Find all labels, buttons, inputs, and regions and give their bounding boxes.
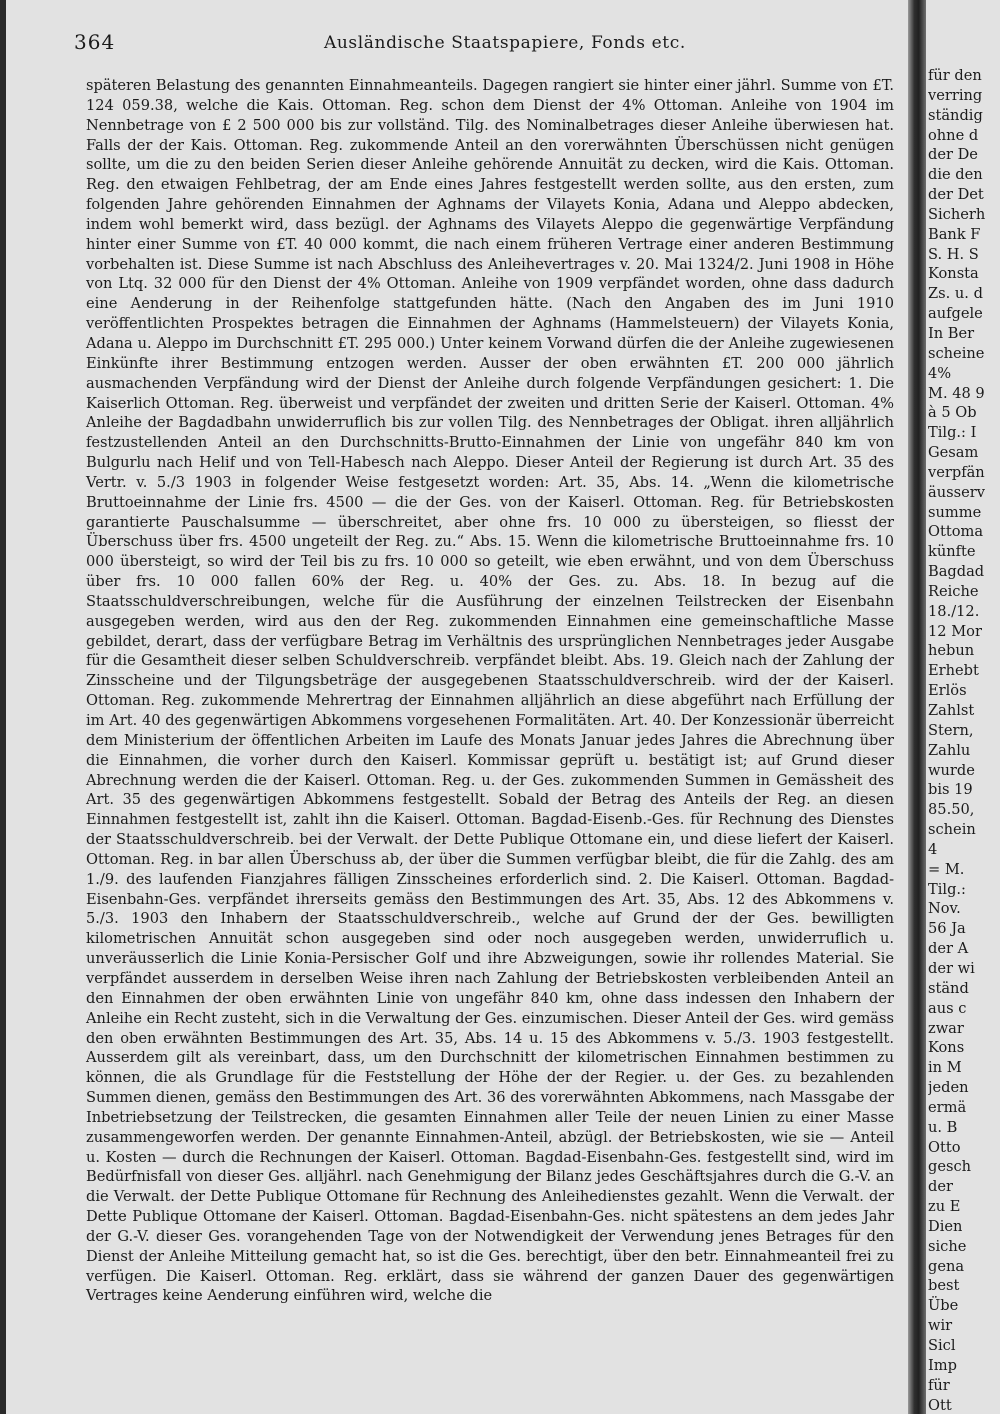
- next-column-fragment: M. 48 9: [928, 384, 985, 402]
- next-column-fragment: Tilg.: I: [928, 424, 977, 442]
- next-column-fragment: 12 Mor: [928, 622, 982, 640]
- next-column-fragment: die den: [928, 166, 983, 184]
- page-header: [74, 30, 894, 60]
- next-column-fragment: in M: [928, 1059, 962, 1077]
- next-column-fragment: scheine: [928, 344, 985, 362]
- next-column-fragment: = M.: [928, 860, 965, 878]
- next-column-fragment: 85.50,: [928, 801, 975, 819]
- next-column-fragment: der: [928, 1178, 953, 1196]
- next-column-fragment: Dien: [928, 1217, 963, 1235]
- next-column-fragment: wurde: [928, 761, 975, 779]
- next-column-fragment: ständig: [928, 106, 983, 124]
- next-column-fragment: 4: [928, 840, 938, 858]
- left-page-edge: [0, 0, 6, 1414]
- next-column-fragment: der De: [928, 146, 978, 164]
- main-text-column: späteren Belastung des genannten Einnahmeanteils. Dagegen rangiert sie hinter einer jährl. Summe von £T. 124 059.38, welche die Kais. Ottoman. Reg. schon dem Dienst der 4% Ottoman. Anleihe von 1904 im Nennbetrage von £ 2 500 000 bis zur vollständ. Tilg. des Nominalbetrages dieser Anleihe überwiesen hat. Falls der der Kais. Ottoman. Reg. zukommende Anteil an den vorerwähnten Überschüssen nicht genügen sollte, um die zu den beiden Serien dieser Anleihe gehörende Annuität zu decken, wird die Kais. Ottoman. Reg. den etwaigen Fehlbetrag, der am Ende eines Jahres festgestellt werden sollte, aus den ersten, zum folgenden Jahre gehörenden Einnahmen der Aghnams der Vilayets Konia, Adana und Aleppo abdecken, indem wohl bemerkt wird, dass bezügl. der Aghnams des Vilayets Aleppo die gegenwärtige Verpfändung hinter einer Summe von £T. 40 000 kommt, die nach einem früheren Vertrage einer anderen Bestimmung vorbehalten ist. Diese Summe ist nach Abschluss des Anleihevertrages v. 20. Mai 1324/2. Juni 1908 in Höhe von Ltq. 32 000 für den Dienst der 4% Ottoman. Anleihe von 1909 verpfändet worden, ohne dass dadurch eine Aenderung in der Reihenfolge stattgefunden hätte. (Nach den Angaben des im Juni 1910 veröffentlichten Prospektes betragen die Einnahmen der Aghnams (Hammelsteuern) der Vilayets Konia, Adana u. Aleppo im Durchschnitt £T. 295 000.) Unter keinem Vorwand dürfen die der Anleihe zugewiesenen Einkünfte ihrer Bestimmung entzogen werden. Ausser der oben erwähnten £T. 200 000 jährlich ausmachenden Verpfändung wird der Dienst der Anleihe durch folgende Verpfändungen gesichert: 1. Die Kaiserlich Ottoman. Reg. überweist und verpfändet der zweiten und dritten Serie der Kaiserl. Ottoman. 4% Anleihe der Bagdadbahn unwiderruflich bis zur vollen Tilg. des Nennbetrages der Obligat. ihren alljährlich festzustellenden Anteil an den Durchschnitts-Brutto-Einnahmen der Linie von ungefähr 840 km von Bulgurlu nach Helif und von Tell-Habesch nach Aleppo. Dieser Anteil der Regierung ist durch Art. 35 des Vertr. v. 5./3 1903 in folgender Weise festgesetzt worden: Art. 35, Abs. 14. „Wenn die kilometrische Bruttoeinnahme der Linie frs. 4500 — die der Ges. von der Kaiserl. Ottoman. Reg. für Betriebskosten garantierte Pauschalsumme — überschreitet, aber ohne frs. 10 000 zu übersteigen, so fliesst der Überschuss über frs. 4500 ungeteilt der Reg. zu.“ Abs. 15. Wenn die kilometrische Bruttoeinnahme frs. 10 000 übersteigt, so wird der Teil bis zu frs. 10 000 so geteilt, wie eben erwähnt, und von dem Überschuss über frs. 10 000 fallen 60% der Reg. u. 40% der Ges. zu. Abs. 18. In bezug auf die Staatsschuldverschreibungen, welche für die Ausführung der einzelnen Teilstrecken der Eisenbahn ausgegeben werden, wird aus den der Reg. zukommenden Einnahmen eine gemeinschaftliche Masse gebildet, derart, dass der verfügbare Betrag im Verhältnis des ursprünglichen Nennbetrages jeder Ausgabe für die Gesamtheit dieser selben Schuldverschreib. verpfändet bleibt. Abs. 19. Gleich nach der Zahlung der Zinsscheine und der Tilgungsbeträge der ausgegebenen Staatsschuldverschreib. wird der der Kaiserl. Ottoman. Reg. zukommende Mehrertrag der Einnahmen alljährlich an diese abgeführt nach Erfüllung der im Art. 40 des gegenwärtigen Abkommens vorgesehenen Formalitäten. Art. 40. Der Konzessionär überreicht dem Ministerium der öffentlichen Arbeiten im Laufe des Monats Januar jedes Jahres die Abrechnung über die Einnahmen, die vorher durch den Kaiserl. Kommissar geprüft u. bestätigt ist; auf Grund dieser Abrechnung werden die der Kaiserl. Ottoman. Reg. u. der Ges. zukommenden Summen in Gemässheit des Art. 35 des gegenwärtigen Abkommens festgestellt. Sobald der Betrag des Anteils der Reg. an diesen Einnahmen festgestellt ist, zahlt ihn die Kaiserl. Ottoman. Bagdad-Eisenb.-Ges. für Rechnung des Dienstes der Staatsschuldverschreib. bei der Verwalt. der Dette Publique Ottomane ein, und diese liefert der Kaiserl. Ottoman. Reg. in bar allen Überschuss ab, der über die Summen verfügbar bleibt, die für die Zahlg. des am 1./9. des laufenden Fianzjahres fälligen Zinsscheines erforderlich sind. 2. Die Kaiserl. Ottoman. Bagdad-Eisenbahn-Ges. verpfändet ihrerseits gemäss den Bestimmungen des Art. 35, Abs. 12 des Abkommens v. 5./3. 1903 den Inhabern der Staatsschuldverschreib., welche auf Grund der der Ges. bewilligten kilometrischen Annuität schon ausgegeben sind oder noch ausgegeben werden, unwiderruflich u. unveräusserlich die Linie Konia-Persischer Golf und ihre Abzweigungen, sowie ihr rollendes Material. Sie verpfändet ausserdem in derselben Weise ihren nach Zahlung der Betriebskosten verbleibenden Anteil an den Einnahmen der oben erwähnten Linie von ungefähr 840 km, ohne dass indessen den Inhabern der Anleihe ein Recht zusteht, sich in die Verwaltung der Ges. einzumischen. Dieser Anteil der Ges. wird gemäss den oben erwähnten Bestimmungen des Art. 35, Abs. 14 u. 15 des Abkommens v. 5./3. 1903 festgestellt. Ausserdem gilt als vereinbart, dass, um den Durchschnitt der kilometrischen Einnahmen bestimmen zu können, die als Grundlage für die Feststellung der Höhe der der Regier. u. der Ges. zu bezahlenden Summen dienen, gemäss den Bestimmungen des Art. 36 des vorerwähnten Abkommens, nach Massgabe der Inbetriebsetzung der Teilstrecken, die gesamten Einnahmen aller Teile der neuen Linien zu einer Masse zusammengeworfen werden. Der genannte Einnahmen-Anteil, abzügl. der Betriebskosten, wie sie — Anteil u. Kosten — durch die Rechnungen der Kaiserl. Ottoman. Bagdad-Eisenbahn-Ges. festgestellt sind, wird im Bedürfnisfall von dieser Ges. alljährl. nach Genehmigung der Bilanz jedes Geschäftsjahres durch die G.-V. an die Verwalt. der Dette Publique Ottomane für Rechnung des Anleihedienstes gezahlt. Wenn die Verwalt. der Dette Publique Ottomane der Kaiserl. Ottoman. Bagdad-Eisenbahn-Ges. nicht spätestens an dem jedes Jahr der G.-V. dieser Ges. vorangehenden Tage von der Notwendigkeit der Verwendung jenes Betrages für den Dienst der Anleihe Mitteilung gemacht hat, so ist die Ges. berechtigt, über den betr. Einnahmeanteil frei zu verfügen. Die Kaiserl. Ottoman. Reg. erklärt, dass sie während der ganzen Dauer des gegenwärtigen Vertrages keine Aenderung einführen wird, welche die: [86, 77, 894, 1305]
- next-column-fragment: Bagdad: [928, 563, 985, 581]
- next-column-fragment: gena: [928, 1257, 965, 1275]
- next-column-fragment: 56 Ja: [928, 920, 966, 938]
- next-column-fragment: Sicl: [928, 1337, 956, 1354]
- next-column-fragment: der A: [928, 940, 969, 958]
- next-column-fragment: Sicherh: [928, 205, 986, 223]
- next-column-fragment: Erlös: [928, 682, 967, 700]
- next-column-fragment: Otto: [928, 1138, 961, 1156]
- next-column-fragment: wir: [928, 1317, 953, 1335]
- next-column-fragment: der wi: [928, 959, 975, 977]
- next-column-fragment: best: [928, 1277, 960, 1295]
- next-column-fragment: verring: [928, 86, 983, 104]
- next-column-fragment: Erhebt: [928, 662, 979, 680]
- next-column-fragment: Imp: [928, 1356, 957, 1374]
- next-column-fragment: der Det: [928, 186, 984, 204]
- next-column-fragment: Ottoma: [928, 523, 984, 541]
- next-column-fragment: Tilg.:: [928, 880, 966, 898]
- next-column-fragment: Ott: [928, 1396, 952, 1414]
- next-column-fragment: aufgele: [928, 305, 983, 323]
- next-column-fragment: Zahlu: [928, 741, 971, 759]
- next-column-fragment: Stern,: [928, 721, 974, 739]
- next-column-fragment: Reiche: [928, 582, 979, 600]
- next-column-fragment: ermä: [928, 1098, 967, 1116]
- next-column-fragment: In Ber: [928, 324, 975, 342]
- next-column-fragment: für den: [928, 67, 982, 84]
- next-column-fragment: Bank F: [928, 225, 981, 243]
- next-column-fragment: für: [928, 1376, 950, 1394]
- next-column-fragment: gesch: [928, 1158, 972, 1176]
- next-column-fragment: hebun: [928, 642, 975, 660]
- next-column-fragment: aus c: [928, 999, 967, 1017]
- next-column-fragment: à 5 Ob: [928, 404, 977, 422]
- next-column-fragment: Kons: [928, 1039, 965, 1057]
- next-column-fragment: zwar: [928, 1019, 964, 1037]
- book-gutter: [908, 0, 926, 1414]
- next-column-fragment: verpfän: [928, 463, 985, 481]
- next-column-fragment: jeden: [928, 1079, 969, 1097]
- next-column-fragment: 4%: [928, 364, 952, 382]
- running-title: Ausländische Staatspapiere, Fonds etc.: [324, 33, 686, 53]
- next-column-fragment: äusserv: [928, 483, 985, 501]
- next-column-fragment: 18./12.: [928, 602, 980, 620]
- next-column-fragment: ohne d: [928, 126, 979, 144]
- next-column-fragment: S. H. S: [928, 245, 979, 263]
- next-column-fragment: Übe: [928, 1297, 959, 1315]
- next-column-fragment: Zahlst: [928, 702, 975, 719]
- next-column-fragment: siche: [928, 1237, 967, 1255]
- next-column-fragment: ständ: [928, 979, 969, 997]
- next-column-fragment: u. B: [928, 1118, 958, 1136]
- next-column-fragment: summe: [928, 503, 982, 521]
- page-number: 364: [74, 30, 116, 54]
- next-column-fragment: zu E: [928, 1198, 961, 1216]
- next-page-column: [928, 66, 1000, 1414]
- next-column-fragment: Gesam: [928, 444, 979, 462]
- next-column-fragment: schein: [928, 821, 976, 839]
- next-column-fragment: künfte: [928, 543, 976, 561]
- next-column-fragment: bis 19: [928, 781, 973, 799]
- next-column-fragment: Konsta: [928, 265, 979, 283]
- next-column-fragment: Nov.: [928, 900, 961, 918]
- next-column-fragment: Zs. u. d: [928, 285, 983, 303]
